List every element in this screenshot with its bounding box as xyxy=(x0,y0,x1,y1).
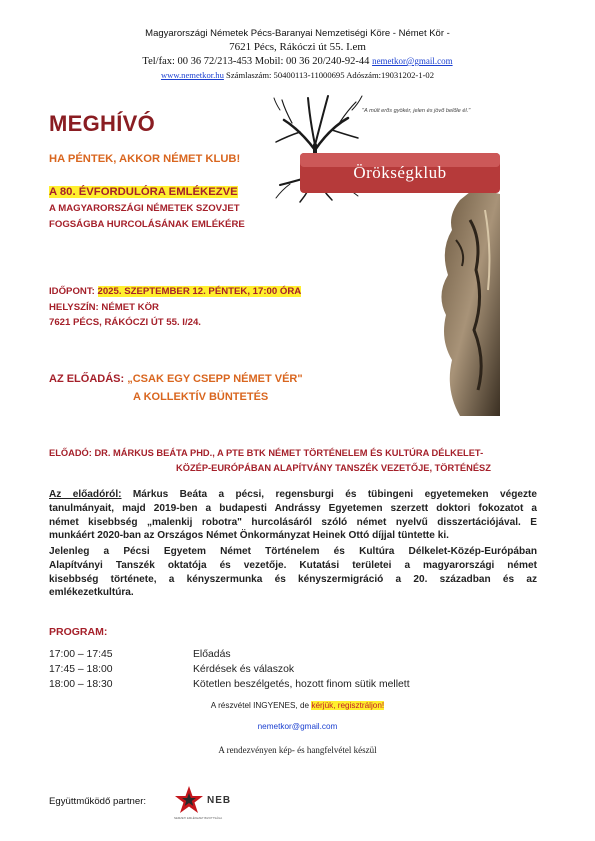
program-time-3: 18:00 – 18:30 xyxy=(49,679,113,690)
program-time-2: 17:45 – 18:00 xyxy=(49,664,113,675)
about-heading: Az előadóról: xyxy=(49,489,122,500)
speaker-line-1: ELŐADÓ: DR. MÁRKUS BEÁTA PHD., A PTE BTK NÉMET TÖRTÉNELEM ÉS KULTÚRA DÉLKELET- xyxy=(49,448,484,458)
tagline: HA PÉNTEK, AKKOR NÉMET KLUB! xyxy=(49,153,241,165)
registration-email xyxy=(0,722,595,731)
about-paragraph-2: Jelenleg a Pécsi Egyetem Német Történelem és Kultúra Délkelet-Közép-Európában Alapítványi Tanszék oktatója és vezetője. Kutatási területei a magyarországi német kisebbség története, a kényszermunka és kényszermigráció a 20. században és az emlékezetkultúra. xyxy=(49,546,537,599)
about-paragraph-1: Az előadóról: Márkus Beáta a pécsi, regensburgi és tübingeni egyetemeken végezte tanulmányait, majd 2019-ben a budapesti Andrássy Egyetemen szerzett doktori fokozatot a német kisebbség „malenkij robotra" hurcolásáról szóló német nyelvű disszertációjával. E munkáért 2020-ban az Országos Német Önkormányzat Heinek Ottó díjjal tüntette ki. xyxy=(49,489,537,542)
program-item-1: Előadás xyxy=(193,649,231,660)
header-phone: Tel/fax: 00 36 72/213-453 Mobil: 00 36 20/240-92-44 xyxy=(142,56,373,67)
lecture-subtitle: A KOLLEKTÍV BÜNTETÉS xyxy=(133,391,269,403)
neb-logo-text: NEB xyxy=(207,795,232,806)
speaker-line-2: KÖZÉP-EURÓPÁBAN ALAPÍTVÁNY TANSZÉK VEZETŐJE, TÖRTÉNÉSZ xyxy=(176,463,491,473)
recording-note: A rendezvényen kép- és hangfelvétel készül xyxy=(218,745,377,755)
program-item-2: Kérdések és válaszok xyxy=(193,664,295,675)
event-address: 7621 PÉCS, RÁKÓCZI ÚT 55. I/24. xyxy=(49,317,201,328)
program-time-1: 17:00 – 17:45 xyxy=(49,649,113,660)
logo-banner-text: Örökségklub xyxy=(353,163,447,182)
event-time-value: 2025. SZEPTEMBER 12. PÉNTEK, 17:00 ÓRA xyxy=(97,286,302,297)
header-bank-info: Számlaszám: 50400113-11000695 Adószám:19031202-1-02 xyxy=(223,70,435,80)
header-email-link[interactable]: nemetkor@gmail.com xyxy=(372,56,453,66)
header-web-link[interactable]: www.nemetkor.hu xyxy=(160,70,224,80)
oroksegklub-logo xyxy=(270,90,510,420)
registration-highlight: kérjük, regisztráljon! xyxy=(311,701,385,710)
logo-quote: "A múlt erős gyökér, jelen és jövő belőle él." xyxy=(362,108,471,114)
subtitle-line-2: FOGSÁGBA HURCOLÁSÁNAK EMLÉKÉRE xyxy=(49,219,245,230)
registration-email-link[interactable]: nemetkor@gmail.com xyxy=(257,722,338,731)
header-address: 7621 Pécs, Rákóczi út 55. I.em xyxy=(229,41,366,53)
program-item-3: Kötetlen beszélgetés, hozott finom sütik mellett xyxy=(193,679,410,690)
tree-illustration xyxy=(270,90,510,420)
program-heading: PROGRAM: xyxy=(49,626,108,638)
anniversary-heading: A 80. ÉVFORDULÓRA EMLÉKEZVE xyxy=(49,186,238,198)
event-place: HELYSZÍN: NÉMET KÖR xyxy=(49,302,159,313)
red-star-icon xyxy=(174,785,204,815)
lecture-title: AZ ELŐADÁS: „CSAK EGY CSEPP NÉMET VÉR" xyxy=(49,373,303,385)
neb-logo xyxy=(174,785,244,825)
page-title: MEGHÍVÓ xyxy=(49,111,155,136)
partner-label: Együttműködő partner: xyxy=(49,796,147,807)
header-contact xyxy=(0,56,595,67)
event-time: IDŐPONT: 2025. SZEPTEMBER 12. PÉNTEK, 17:00 ÓRA xyxy=(49,286,302,297)
header-bank xyxy=(0,70,595,80)
header-org-name: Magyarországi Németek Pécs-Baranyai Nemzetiségi Köre - Német Kör - xyxy=(145,28,450,39)
subtitle-line-1: A MAGYARORSZÁGI NÉMETEK SZOVJET xyxy=(49,203,240,214)
neb-logo-subtext: NEMZETI EMLÉKEZET BIZOTTSÁGA xyxy=(174,816,223,820)
registration-note: A részvétel INGYENES, de kérjük, regisztráljon! xyxy=(210,701,385,710)
